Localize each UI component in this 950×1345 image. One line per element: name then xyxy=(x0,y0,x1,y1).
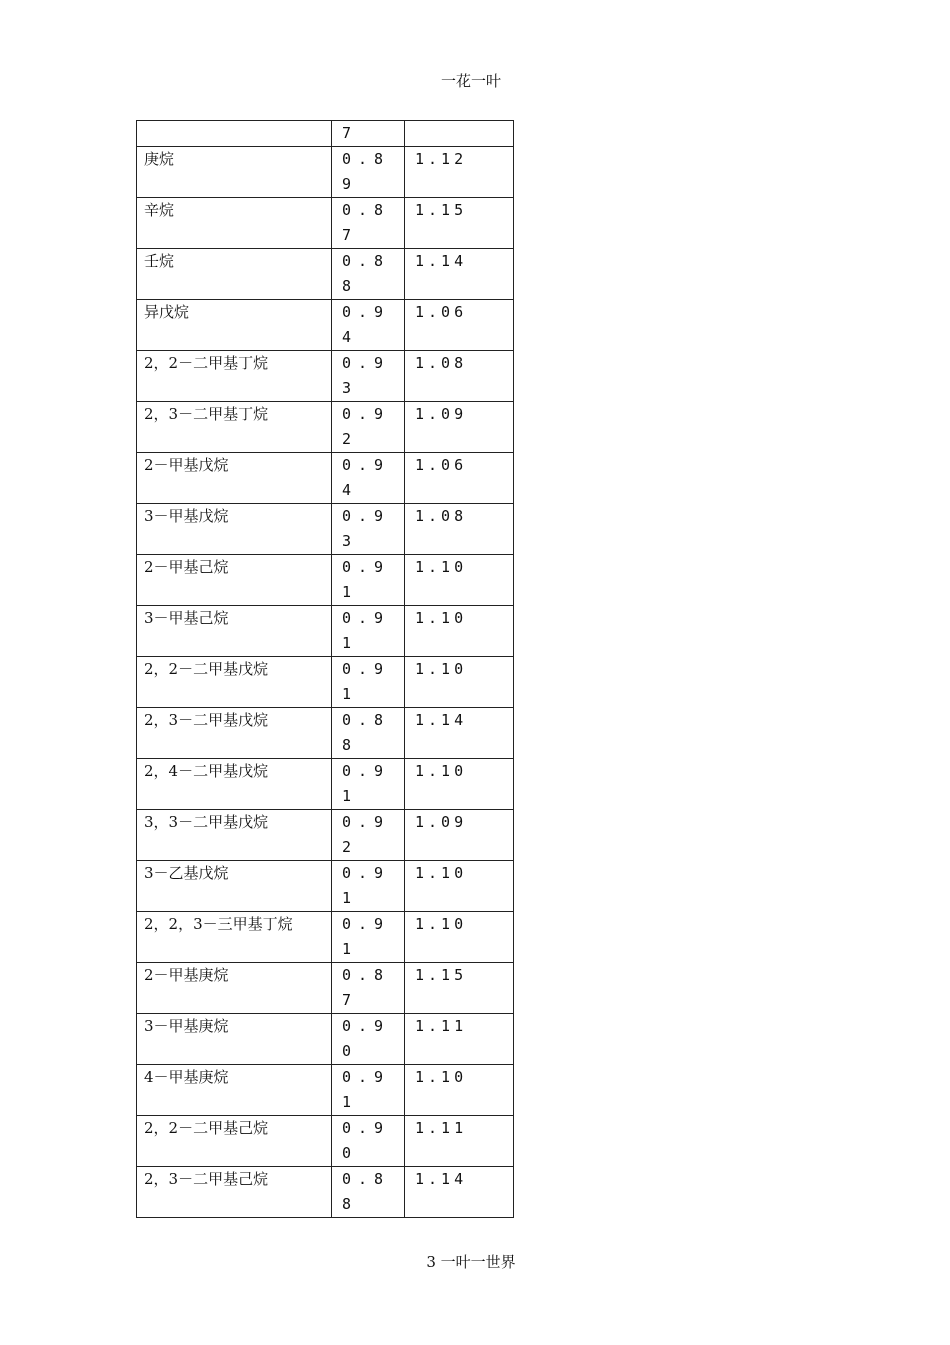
cell-name: 3－甲基庚烷 xyxy=(137,1014,332,1065)
cell-value-a: 0.94 xyxy=(332,453,405,504)
table-row xyxy=(137,1065,514,1116)
cell-name: 2－甲基戊烷 xyxy=(137,453,332,504)
cell-value-b: 1.11 xyxy=(405,1014,514,1065)
cell-value-b: 1.10 xyxy=(405,759,514,810)
cell-value-a: 0.93 xyxy=(332,504,405,555)
cell-value-a: 0.91 xyxy=(332,861,405,912)
cell-value-a: 0.90 xyxy=(332,1014,405,1065)
cell-name: 庚烷 xyxy=(137,147,332,198)
cell-value-a: 0.87 xyxy=(332,963,405,1014)
table-row xyxy=(137,861,514,912)
cell-value-a: 0.88 xyxy=(332,708,405,759)
cell-value-a: 0.91 xyxy=(332,912,405,963)
cell-value-a: 7 xyxy=(332,121,405,147)
cell-value-a: 0.92 xyxy=(332,402,405,453)
cell-name: 2，2，3－三甲基丁烷 xyxy=(137,912,332,963)
cell-name: 2，2－二甲基丁烷 xyxy=(137,351,332,402)
table-row xyxy=(137,759,514,810)
data-table xyxy=(136,120,514,1218)
cell-value-a: 0.93 xyxy=(332,351,405,402)
cell-name: 3－甲基戊烷 xyxy=(137,504,332,555)
cell-value-b: 1.14 xyxy=(405,1167,514,1218)
page-footer: 3 一叶一世界 xyxy=(426,1253,516,1271)
cell-name: 2－甲基庚烷 xyxy=(137,963,332,1014)
cell-value-b: 1.11 xyxy=(405,1116,514,1167)
cell-value-b: 1.10 xyxy=(405,912,514,963)
cell-value-b: 1.10 xyxy=(405,861,514,912)
cell-value-b: 1.06 xyxy=(405,300,514,351)
cell-name: 辛烷 xyxy=(137,198,332,249)
cell-name: 3－乙基戊烷 xyxy=(137,861,332,912)
cell-name: 2，4－二甲基戊烷 xyxy=(137,759,332,810)
cell-name: 2，3－二甲基丁烷 xyxy=(137,402,332,453)
cell-value-b: 1.09 xyxy=(405,402,514,453)
cell-value-b: 1.14 xyxy=(405,708,514,759)
table-row xyxy=(137,121,514,147)
cell-value-b: 1.09 xyxy=(405,810,514,861)
cell-value-a: 0.91 xyxy=(332,555,405,606)
cell-value-a: 0.89 xyxy=(332,147,405,198)
table-row xyxy=(137,147,514,198)
cell-name: 2－甲基己烷 xyxy=(137,555,332,606)
cell-value-b: 1.10 xyxy=(405,1065,514,1116)
cell-name: 壬烷 xyxy=(137,249,332,300)
table-row xyxy=(137,1116,514,1167)
table-row xyxy=(137,249,514,300)
table-row xyxy=(137,198,514,249)
cell-value-b: 1.10 xyxy=(405,606,514,657)
table-row xyxy=(137,912,514,963)
table-row xyxy=(137,1167,514,1218)
cell-value-a: 0.88 xyxy=(332,1167,405,1218)
table-row xyxy=(137,810,514,861)
cell-value-a: 0.92 xyxy=(332,810,405,861)
cell-value-b: 1.15 xyxy=(405,963,514,1014)
cell-value-b: 1.10 xyxy=(405,657,514,708)
cell-name: 2，3－二甲基戊烷 xyxy=(137,708,332,759)
cell-value-a: 0.91 xyxy=(332,606,405,657)
table-row xyxy=(137,657,514,708)
cell-value-b xyxy=(405,121,514,147)
table-row xyxy=(137,504,514,555)
table-row xyxy=(137,963,514,1014)
cell-value-b: 1.15 xyxy=(405,198,514,249)
cell-name: 2，2－二甲基戊烷 xyxy=(137,657,332,708)
cell-value-b: 1.08 xyxy=(405,351,514,402)
table-row xyxy=(137,402,514,453)
table-row xyxy=(137,453,514,504)
table-row xyxy=(137,1014,514,1065)
cell-value-b: 1.06 xyxy=(405,453,514,504)
cell-name xyxy=(137,121,332,147)
cell-value-b: 1.08 xyxy=(405,504,514,555)
cell-value-a: 0.94 xyxy=(332,300,405,351)
cell-value-a: 0.91 xyxy=(332,759,405,810)
table-row xyxy=(137,351,514,402)
cell-value-a: 0.91 xyxy=(332,1065,405,1116)
table-row xyxy=(137,708,514,759)
cell-value-a: 0.87 xyxy=(332,198,405,249)
cell-value-b: 1.12 xyxy=(405,147,514,198)
table-row xyxy=(137,555,514,606)
table-row xyxy=(137,300,514,351)
cell-name: 4－甲基庚烷 xyxy=(137,1065,332,1116)
cell-name: 3－甲基己烷 xyxy=(137,606,332,657)
cell-value-a: 0.90 xyxy=(332,1116,405,1167)
cell-value-b: 1.10 xyxy=(405,555,514,606)
cell-name: 3，3－二甲基戊烷 xyxy=(137,810,332,861)
cell-value-a: 0.91 xyxy=(332,657,405,708)
cell-value-a: 0.88 xyxy=(332,249,405,300)
cell-name: 2，2－二甲基己烷 xyxy=(137,1116,332,1167)
table-row xyxy=(137,606,514,657)
cell-name: 异戊烷 xyxy=(137,300,332,351)
cell-value-b: 1.14 xyxy=(405,249,514,300)
page-header: 一花一叶 xyxy=(440,72,501,90)
table-body xyxy=(137,121,514,1218)
cell-name: 2，3－二甲基己烷 xyxy=(137,1167,332,1218)
